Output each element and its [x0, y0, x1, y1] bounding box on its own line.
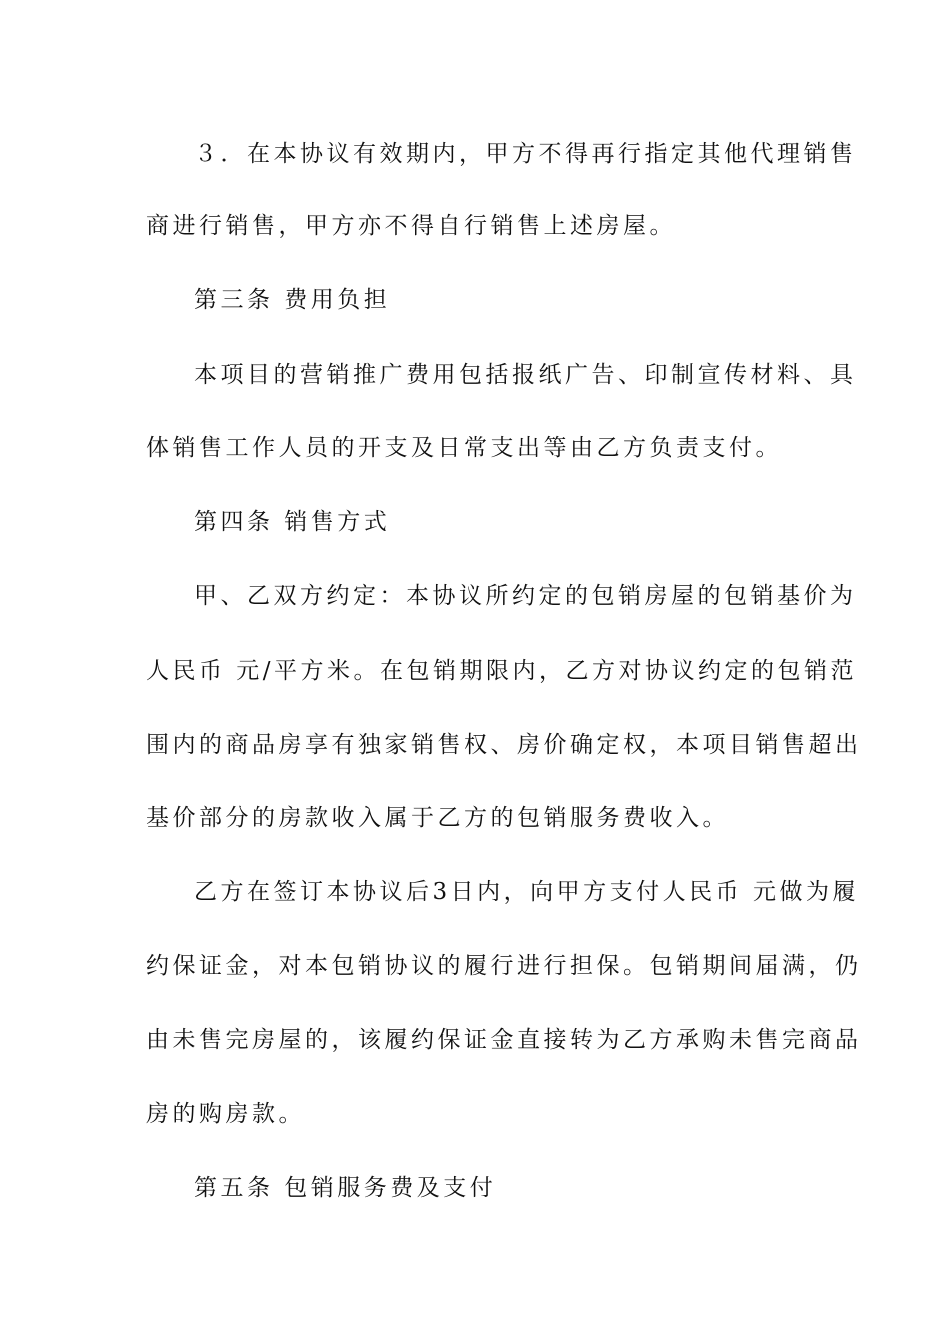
paragraph-sales-line-3: 围内的商品房享有独家销售权、房价确定权，本项目销售超出 [146, 732, 862, 758]
paragraph-sales-line-2: 人民币 元/平方米。在包销期限内，乙方对协议约定的包销范 [146, 658, 858, 684]
paragraph-costs-line-2: 体销售工作人员的开支及日常支出等由乙方负责支付。 [146, 435, 782, 461]
heading-article-3: 第三条 费用负担 [194, 287, 391, 313]
paragraph-deposit-line-4: 房的购房款。 [146, 1101, 305, 1127]
paragraph-deposit-line-2: 约保证金，对本包销协议的履行进行担保。包销期间届满，仍 [146, 953, 862, 979]
paragraph-costs-line-1: 本项目的营销推广费用包括报纸广告、印制宣传材料、具 [194, 362, 857, 388]
heading-article-4: 第四条 销售方式 [194, 509, 391, 535]
paragraph-deposit-line-3: 由未售完房屋的，该履约保证金直接转为乙方承购未售完商品 [146, 1027, 862, 1053]
paragraph-clause-3-line-1: ３．在本协议有效期内，甲方不得再行指定其他代理销售 [194, 141, 857, 167]
heading-article-5: 第五条 包销服务费及支付 [194, 1175, 497, 1201]
paragraph-sales-line-1: 甲、乙双方约定：本协议所约定的包销房屋的包销基价为 [194, 583, 857, 609]
paragraph-clause-3-line-2: 商进行销售，甲方亦不得自行销售上述房屋。 [146, 213, 676, 239]
paragraph-sales-line-4: 基价部分的房款收入属于乙方的包销服务费收入。 [146, 805, 729, 831]
paragraph-deposit-line-1: 乙方在签订本协议后3日内，向甲方支付人民币 元做为履 [194, 879, 859, 905]
